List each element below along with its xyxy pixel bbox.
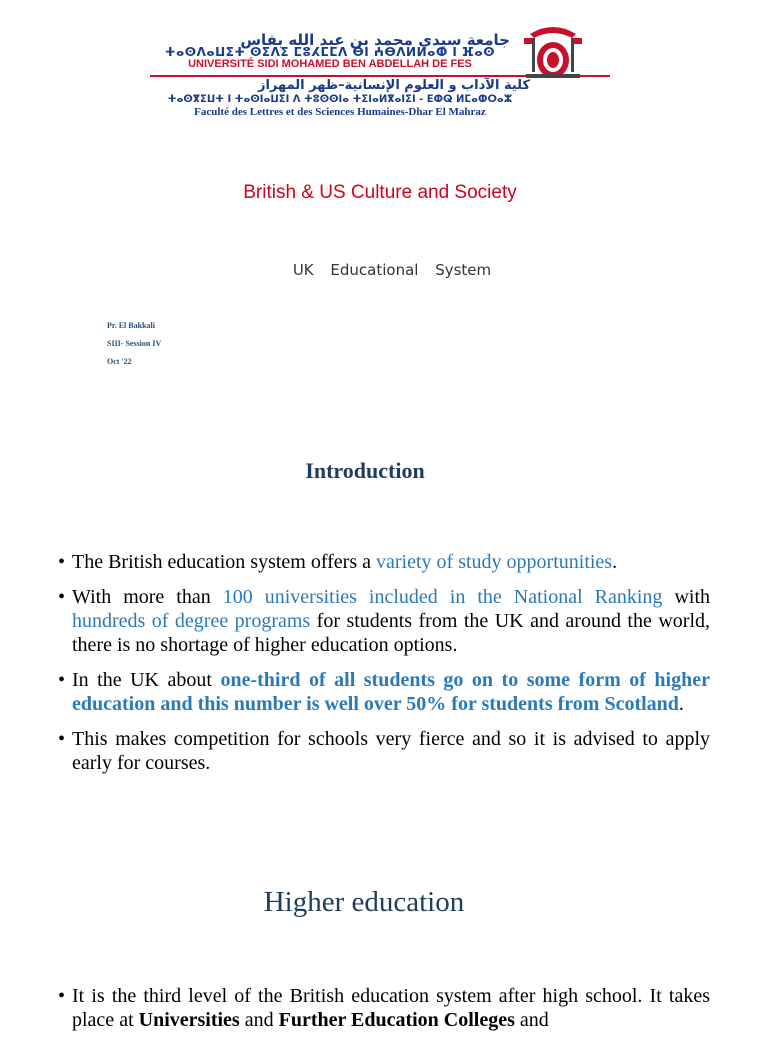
list-item: • It is the third level of the British education system after high school. It takes place at Universities and Further Education Colleges and (58, 984, 710, 1032)
higher-education-heading: Higher education (263, 886, 465, 918)
header-french-university: UNIVERSITÉ SIDI MOHAMED BEN ABDELLAH DE FES (188, 58, 472, 70)
introduction-heading: Introduction (305, 458, 425, 483)
university-logo-icon (520, 24, 586, 84)
presentation-subtitle: UK Educational System (292, 261, 492, 279)
session-label: SIII- Session IV (107, 339, 162, 348)
header-tifinagh-university: ⵜⴰⵙⴷⴰⵡⵉⵜ ⵙⵉⴷⵉ ⵎⵓⵃⵎⵎⴷ ⴱⵏ ⵄⴱⴷⵍⵍⴰⵀ ⵏ ⴼⴰⵙ (164, 45, 496, 59)
date-label: Oct '22 (107, 357, 132, 366)
higher-education-bullets (58, 984, 710, 1043)
introduction-bullets (58, 550, 710, 786)
header-french-faculty: Faculté des Lettres et des Sciences Humaines-Dhar El Mahraz (194, 106, 486, 118)
professor-name: Pr. El Bakkali (107, 321, 155, 330)
list-item: • In the UK about one-third of all students go on to some form of higher education and this number is well over 50% for students from Scotland. (58, 668, 710, 716)
header-arabic-university: جامعة سيدي محمد بن عبد الله بفاس (240, 31, 510, 49)
header-tifinagh-faculty: ⵜⴰⵙⴳⵉⵡⵜ ⵏ ⵜⴰⵙⵏⴰⵡⵉⵏ ⴷ ⵜⵓⵙⵙⵏⴰ ⵜⵉⵏⴰⵍⴳⴰⵏⵉⵏ - ⴹⵀⵕ ⵍⵎⴰⵀⵔⴰⵣ (167, 94, 513, 105)
list-item: • This makes competition for schools very fierce and so it is advised to apply early for courses. (58, 727, 710, 775)
list-item: • The British education system offers a variety of study opportunities. (58, 550, 710, 574)
presentation-title: British & US Culture and Society (243, 182, 517, 203)
header-arabic-faculty: كلية الآداب و العلوم الإنسانية–ظهر المهراز (257, 78, 530, 93)
list-item: • With more than 100 universities included in the National Ranking with hundreds of degree programs for students from the UK and around the world, there is no shortage of higher education options. (58, 585, 710, 657)
